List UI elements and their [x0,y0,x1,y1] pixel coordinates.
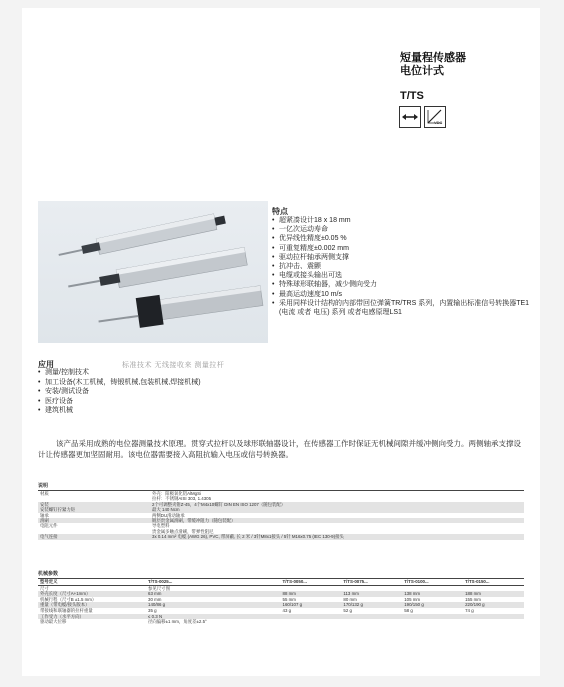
mech-section [38,570,524,625]
feature-item: • 电缆或接头输出可选 [272,271,534,280]
table-row: 带接线和联轴器的拉杆重量 35 g 43 g 52 g 58 g 74 g [40,607,474,613]
datasheet-page [22,8,540,676]
application-item: • 测量/控制技术 [38,368,201,378]
feature-item: • 抗冲击、震颤 [272,262,534,271]
table-row: 外壳长度（尺寸A+1mm） 63 mm 88 mm 113 mm 138 mm 188 mm [38,591,524,597]
title-line-1: 短量程传感器 [400,52,466,64]
spec-table [38,491,524,540]
table-row: 材质 外壳：阳极氧化铝AlMgSi [40,491,202,496]
feature-item: • 超紧凑设计18 x 18 mm [272,216,534,225]
table-row: 电气连接 3x 0.14 mm² 电缆 (AWG 26), PVC, 带屏蔽, 长 2 米 / 3针M8x1接头 / 5针 M16x0.75 (IEC 130-9)接头 [38,534,524,539]
table-row: 机械行程（尺寸B ±1.5 mm） 30 mm 55 mm 80 mm 105 mm 155 mm [40,596,481,602]
table-row: 重量（带电缆/接头版本） 140/86 g 160/107 g 170/132 g 190/150 g 220/190 g [38,602,524,608]
features-title: 特点 [272,207,288,216]
linear-motion-icon [399,106,421,128]
blurred-overlay-text: 标准技术 无线接收来 测量拉杆 [122,362,225,369]
product-title [400,52,466,78]
application-item: • 加工设备(木工机械，铸锻机械,包装机械,焊接机械) [38,378,201,388]
feature-item: • 特殊球形联轴器，减少侧向受力 [272,280,534,289]
title-line-2: 电位计式 [400,65,444,77]
table-row: 滑刷 镀层贵金属滑刷，带缓冲阻力（随包装配） [38,518,524,523]
application-item: • 医疗设备 [38,397,201,407]
application-item: • 建筑机械 [38,406,201,416]
table-row: 工作受力（水平方向） ≤ 0.3 N [38,614,524,620]
mech-section-label: 机械参数 [38,571,59,577]
applications-title: 应用 [38,360,54,369]
features-list [272,216,534,317]
feature-item: • 采用同样设计结构的内部带回位弹簧TR/TRS 系列，内置输出标准信号转换器TE1 (电流 或者 电压) 系列 或者电感原理LS1 [272,299,534,317]
table-row: 拉杆：不锈钢AISI 303, 1.4305 [152,496,212,502]
applications-list [38,368,201,416]
spec-section [38,482,524,540]
application-item: • 安装/测试设备 [38,387,201,397]
table-row: 轴承 两侧DU滑动轴承 [40,512,185,518]
voltage-output-icon [424,106,446,128]
feature-item: • 最高运动速度10 m/s [272,290,534,299]
table-header-row: 型号定义 T/TS-0025... T/TS-0050... T/TS-0075... T/TS-0100... T/TS-0150... [38,579,524,585]
table-row: 安装 2个可调整夹钳Z-45，4个M4x10螺钉 DIN EN ISO 1207（随包装配） [38,502,524,507]
table-row: 电阻元件 导电塑料 [40,523,170,529]
table-row: 安装螺钉拧紧力矩 最大 140 Ncm [38,507,524,512]
product-photo [38,201,268,343]
spec-section-label: 说明 [38,483,49,489]
feature-item: • 可重复精度±0.002 mm [272,244,534,253]
table-row: 驱动最大位移 径向偏移±1 mm，角度差±2.5° [40,619,207,625]
mech-table [38,579,524,625]
feature-item: • 一亿次运动寿命 [272,225,534,234]
table-row: 贵金属多触点滑刷，带弹性阻尼 [152,528,214,534]
product-description: 该产品采用成熟的电位器测量技术原理。贯穿式拉杆以及球形联轴器设计，在传感器工作时保证无机械间隙并缓冲侧向受力。两侧轴承支撑设计让传感器更加坚固耐用。该电位器需要接入高阻抗输入电压或信号转换器。 [38,439,521,459]
feature-item: • 驱动拉杆轴承两侧支撑 [272,253,534,262]
vdc-label: VDC [434,120,443,125]
feature-item: • 优异线性精度±0.05 % [272,234,534,243]
table-row: 尺寸 参见尺寸图 [40,585,170,591]
model-code: T/TS [400,90,424,102]
